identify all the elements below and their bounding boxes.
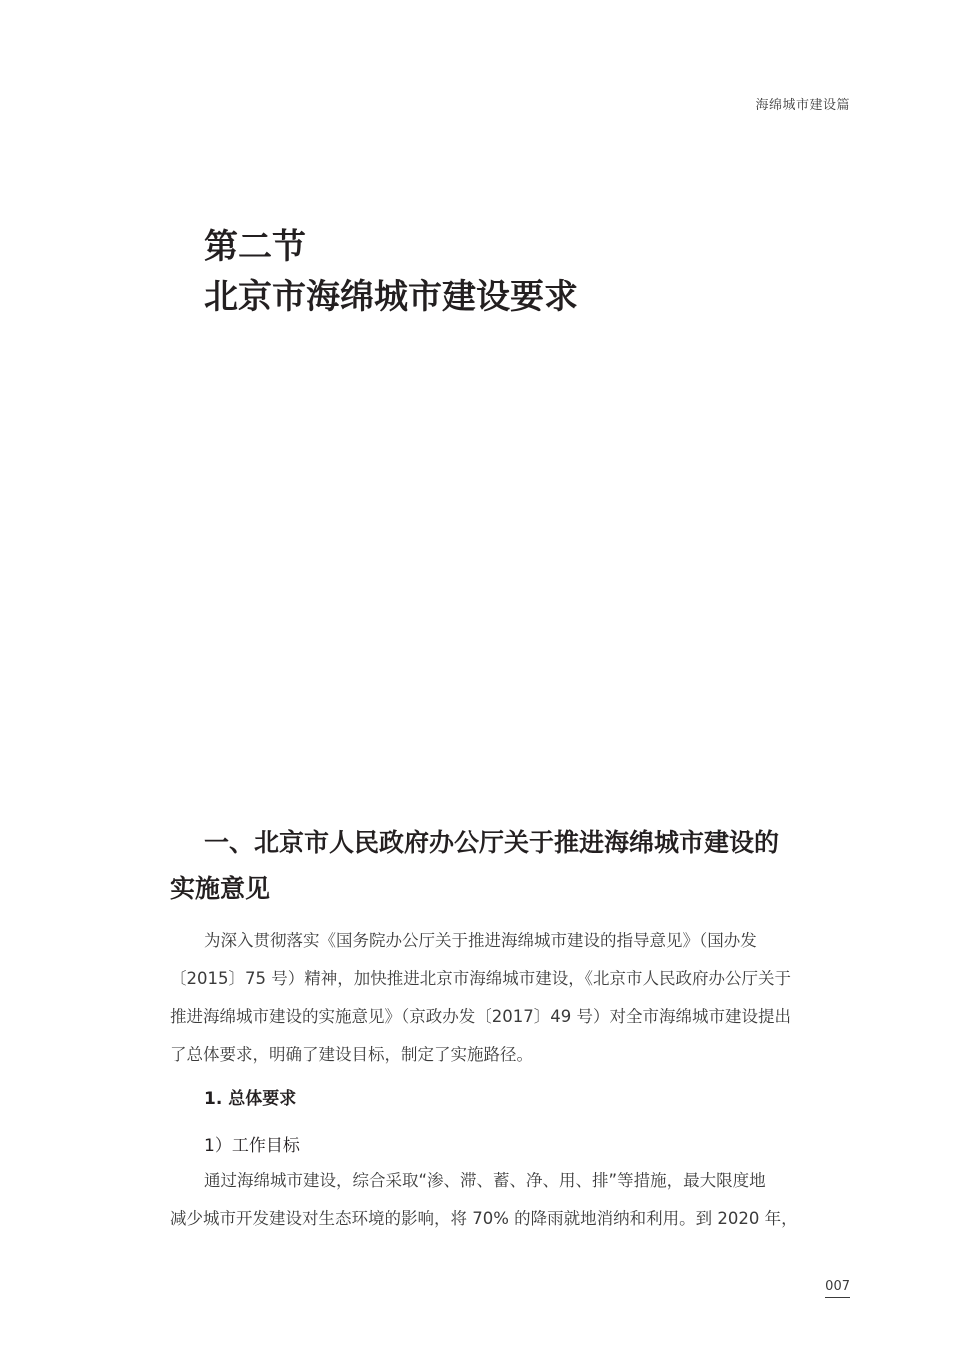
intro-paragraph <box>170 922 850 1074</box>
subsection-title-line-2: 实施意见 <box>170 874 271 903</box>
page-number: 007 <box>825 1279 850 1298</box>
goal-paragraph <box>170 1162 850 1238</box>
intro-line-1: 为深入贯彻落实《国务院办公厅关于推进海绵城市建设的指导意见》（国办发 <box>204 931 757 950</box>
subsection-title-line-1: 一、北京市人民政府办公厅关于推进海绵城市建设的 <box>204 828 780 857</box>
intro-line-2: 〔2015〕75 号）精神，加快推进北京市海绵城市建设，《北京市人民政府办公厅关于 <box>170 969 791 988</box>
subsection-title <box>170 820 850 912</box>
item-heading-overall: 1. 总体要求 <box>204 1089 297 1109</box>
goal-line-2: 减少城市开发建设对生态环境的影响，将 70% 的降雨就地消纳和利用。到 2020 年， <box>170 1209 798 1228</box>
section-heading <box>204 222 844 322</box>
goal-line-1: 通过海绵城市建设，综合采取“渗、滞、蓄、净、用、排”等措施，最大限度地 <box>204 1171 766 1190</box>
section-number: 第二节 <box>204 227 306 267</box>
intro-line-3: 推进海绵城市建设的实施意见》（京政办发〔2017〕49 号）对全市海绵城市建设提出 <box>170 1007 791 1026</box>
running-header: 海绵城市建设篇 <box>755 98 850 113</box>
section-title: 北京市海绵城市建设要求 <box>204 277 578 317</box>
item-heading-work-goal: 1）工作目标 <box>204 1136 300 1156</box>
intro-line-4: 了总体要求，明确了建设目标，制定了实施路径。 <box>170 1045 533 1064</box>
